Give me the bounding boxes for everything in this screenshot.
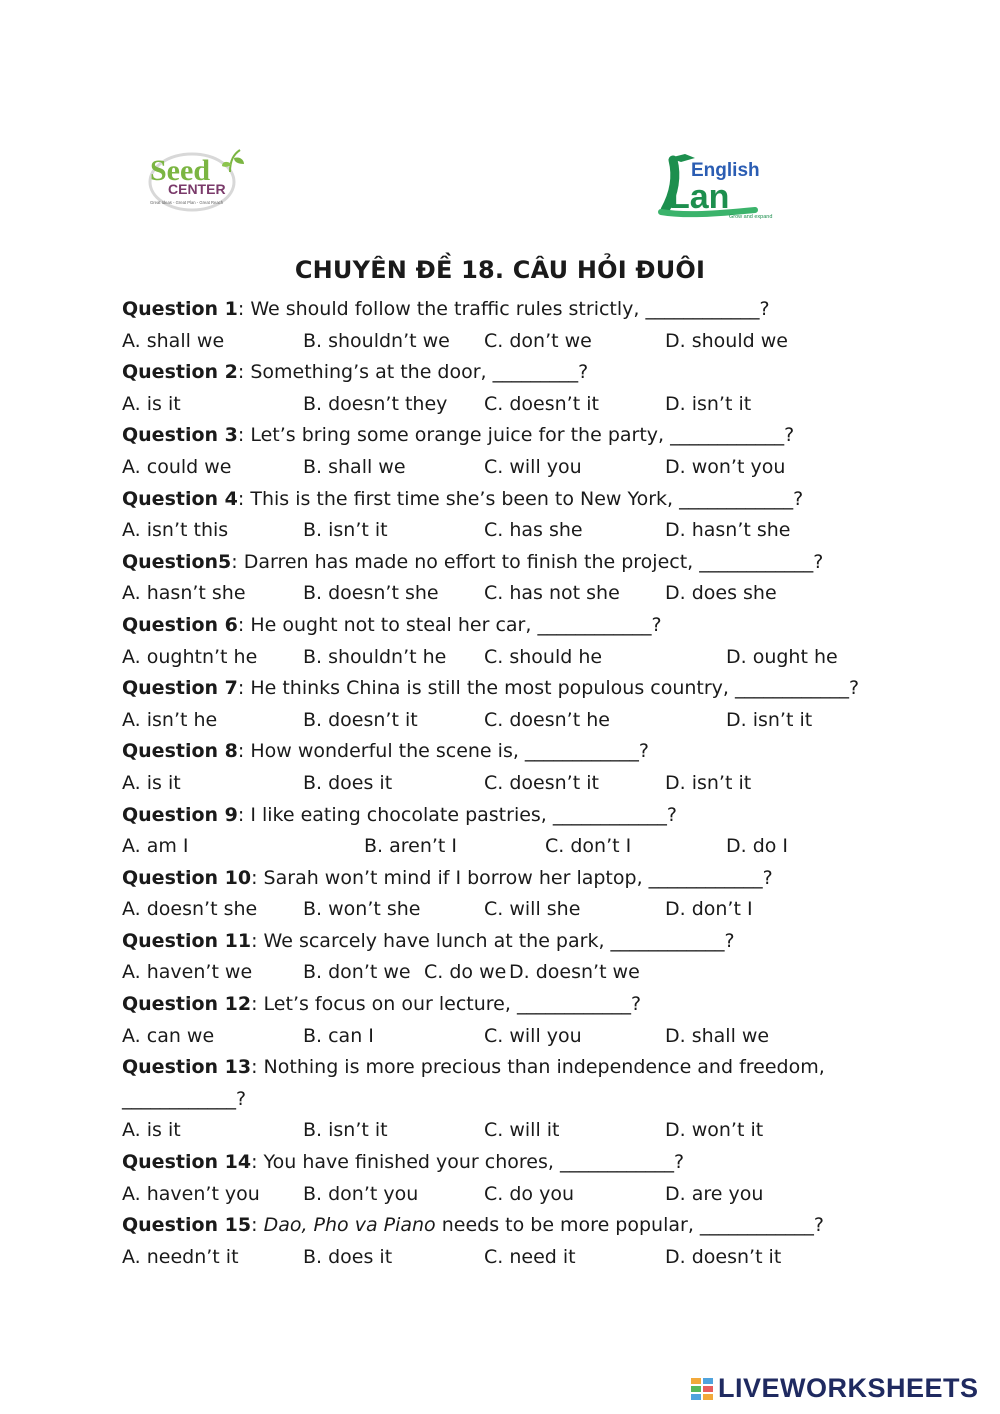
question-label: Question 12 [122, 993, 252, 1016]
answer-option[interactable]: D. shall we [665, 1024, 770, 1047]
question-label: Question 1 [122, 298, 238, 320]
answer-option[interactable]: D. won’t you [665, 455, 786, 478]
answer-option[interactable]: B. can I [303, 1024, 374, 1047]
answer-option[interactable]: C. do we [424, 961, 507, 984]
question-text: : We scarcely have lunch at the park, ____________? [251, 929, 735, 952]
question-label: Question 8 [122, 740, 238, 763]
question-list [122, 294, 882, 1273]
page-title: CHUYÊN ĐỀ 18. CÂU HỎI ĐUÔI [294, 256, 706, 284]
question-text: : Darren has made no effort to finish the project, ____________? [231, 550, 824, 573]
answer-option[interactable]: D. ought he [726, 645, 838, 668]
question-line [122, 800, 882, 832]
english-lan-logo [655, 152, 775, 222]
question-line [122, 673, 882, 705]
question-text: : Something’s at the door, _________? [237, 361, 589, 384]
question-text: : He thinks China is still the most populous country, ____________? [237, 677, 860, 700]
answer-option[interactable]: D. do I [726, 835, 789, 858]
answer-option[interactable]: D. don’t I [665, 898, 753, 921]
answer-option[interactable]: A. haven’t we [122, 961, 253, 984]
answer-option[interactable]: A. doesn’t she [122, 898, 258, 921]
question-text: : This is the first time she’s been to New York, ____________? [237, 487, 804, 510]
seed-center-logo [148, 146, 248, 212]
question-label: Question 10 [122, 866, 252, 889]
answer-option[interactable]: C. should he [484, 645, 603, 668]
answer-option[interactable]: C. will it [484, 1119, 560, 1142]
answer-option[interactable]: A. shall we [122, 329, 225, 352]
answer-option[interactable]: B. does it [303, 1245, 393, 1268]
answer-option[interactable]: C. has not she [484, 582, 620, 605]
question-text: : Nothing is more precious than independence and freedom, [251, 1056, 825, 1079]
question-text: : [251, 1214, 264, 1237]
answer-option[interactable]: C. will she [484, 898, 581, 921]
answer-option[interactable]: A. can we [122, 1024, 215, 1047]
options-line [122, 389, 882, 421]
options-line [122, 578, 882, 610]
answer-option[interactable]: B. doesn’t it [303, 708, 418, 731]
lan-logo-top: English [691, 160, 760, 181]
question-line [122, 926, 882, 958]
answer-option[interactable]: A. is it [122, 771, 181, 794]
answer-option[interactable]: A. could we [122, 455, 232, 478]
question-text: Dao, Pho va Piano [263, 1214, 436, 1237]
question-label: Question 6 [122, 613, 238, 636]
liveworksheets-icon [690, 1374, 716, 1406]
answer-option[interactable]: A. isn’t he [122, 708, 218, 731]
question-line [122, 610, 882, 642]
options-line [122, 1242, 882, 1274]
answer-option[interactable]: A. isn’t this [122, 519, 229, 542]
seed-logo-tagline: Great Ideas - Great Plan - Great Reach [150, 200, 224, 205]
question-text: : How wonderful the scene is, ____________? [237, 740, 650, 763]
answer-option[interactable]: D. isn’t it [665, 392, 752, 415]
question-text: : We should follow the traffic rules strictly, ____________? [237, 298, 770, 320]
answer-option[interactable]: D. doesn’t we [509, 961, 640, 984]
answer-option[interactable]: C. don’t we [484, 329, 592, 352]
answer-option[interactable]: B. don’t we [303, 961, 411, 984]
question-text: : Let’s bring some orange juice for the party, ____________? [237, 424, 795, 447]
question-label: Question 3 [122, 424, 238, 447]
answer-option[interactable]: B. won’t she [303, 898, 421, 921]
answer-option[interactable]: C. has she [484, 519, 583, 542]
answer-option[interactable]: C. will you [484, 1024, 582, 1047]
question-label: Question 13 [122, 1056, 252, 1079]
options-line [122, 768, 882, 800]
question-text: : He ought not to steal her car, ____________? [237, 613, 662, 636]
question-text: : Let’s focus on our lecture, ____________? [251, 993, 642, 1016]
question-text: needs to be more popular, ____________? [435, 1214, 824, 1237]
answer-option[interactable]: C. don’t I [545, 835, 632, 858]
answer-option[interactable]: A. haven’t you [122, 1182, 260, 1205]
question-line [122, 736, 882, 768]
question-label: Question 11 [122, 929, 252, 952]
answer-option[interactable]: D. hasn’t she [665, 519, 791, 542]
answer-option[interactable]: D. won’t it [665, 1119, 764, 1142]
question-label: Question5 [122, 550, 232, 573]
answer-option[interactable]: A. hasn’t she [122, 582, 246, 605]
answer-option[interactable]: D. should we [665, 329, 788, 352]
answer-option[interactable]: D. does she [665, 582, 777, 605]
question-line [122, 863, 882, 895]
lan-logo-tagline: Grow and expand [729, 214, 773, 220]
answer-option[interactable]: C. do you [484, 1182, 574, 1205]
answer-option[interactable]: C. doesn’t he [484, 708, 610, 731]
question-label: Question 14 [122, 1151, 252, 1174]
question-text: : I like eating chocolate pastries, ____________? [237, 803, 677, 826]
question-label: Question 2 [122, 361, 238, 384]
answer-option[interactable]: A. is it [122, 1119, 181, 1142]
seed-logo-sub: CENTER [168, 181, 226, 197]
answer-option[interactable]: A. oughtn’t he [122, 645, 258, 668]
options-line [122, 894, 882, 926]
answer-option[interactable]: D. are you [665, 1182, 764, 1205]
question-label: Question 9 [122, 803, 238, 826]
answer-option[interactable]: D. isn’t it [726, 708, 813, 731]
answer-option[interactable]: B. isn’t it [303, 1119, 388, 1142]
question-label: Question 15 [122, 1214, 252, 1237]
options-line [122, 642, 882, 674]
options-line [122, 1021, 882, 1053]
options-line [122, 957, 882, 989]
lan-logo-main: Lan [669, 178, 730, 216]
options-line [122, 831, 882, 863]
question-line [122, 484, 882, 516]
options-line [122, 452, 882, 484]
answer-option[interactable]: B. don’t you [303, 1182, 419, 1205]
answer-option[interactable]: C. will you [484, 455, 582, 478]
answer-option[interactable]: A. needn’t it [122, 1245, 239, 1268]
seed-logo-text: Seed [150, 154, 210, 187]
answer-option[interactable]: B. doesn’t she [303, 582, 439, 605]
question-line [122, 989, 882, 1021]
options-line [122, 515, 882, 547]
answer-option[interactable]: B. shouldn’t he [303, 645, 447, 668]
answer-option[interactable]: C. doesn’t it [484, 771, 599, 794]
options-line [122, 705, 882, 737]
liveworksheets-brand: LIVEWORKSHEETS [718, 1373, 979, 1403]
question-line [122, 357, 882, 389]
question-line [122, 1210, 882, 1242]
options-line [122, 1179, 882, 1211]
answer-option[interactable]: D. doesn’t it [665, 1245, 782, 1268]
answer-option[interactable]: C. need it [484, 1245, 576, 1268]
answer-option[interactable]: C. doesn’t it [484, 392, 599, 415]
options-line [122, 326, 882, 358]
answer-option[interactable]: B. does it [303, 771, 393, 794]
question-label: Question 4 [122, 487, 238, 510]
question-line [122, 420, 882, 452]
answer-option[interactable]: B. doesn’t they [303, 392, 448, 415]
question-line [122, 1052, 882, 1084]
answer-option[interactable]: D. isn’t it [665, 771, 752, 794]
answer-option[interactable]: B. shouldn’t we [303, 329, 450, 352]
question-text: : You have finished your chores, ____________? [251, 1151, 685, 1174]
liveworksheets-footer [690, 1372, 990, 1406]
answer-option[interactable]: B. aren’t I [364, 835, 458, 858]
options-line [122, 1115, 882, 1147]
question-text: : Sarah won’t mind if I borrow her laptop, ____________? [251, 866, 773, 889]
question-continuation: ____________? [122, 1087, 247, 1110]
answer-option[interactable]: B. isn’t it [303, 519, 388, 542]
question-label: Question 7 [122, 677, 238, 700]
answer-option[interactable]: B. shall we [303, 455, 406, 478]
answer-option[interactable]: A. is it [122, 392, 181, 415]
question-line [122, 547, 882, 579]
question-line [122, 294, 882, 326]
answer-option[interactable]: A. am I [122, 835, 189, 858]
question-line [122, 1147, 882, 1179]
